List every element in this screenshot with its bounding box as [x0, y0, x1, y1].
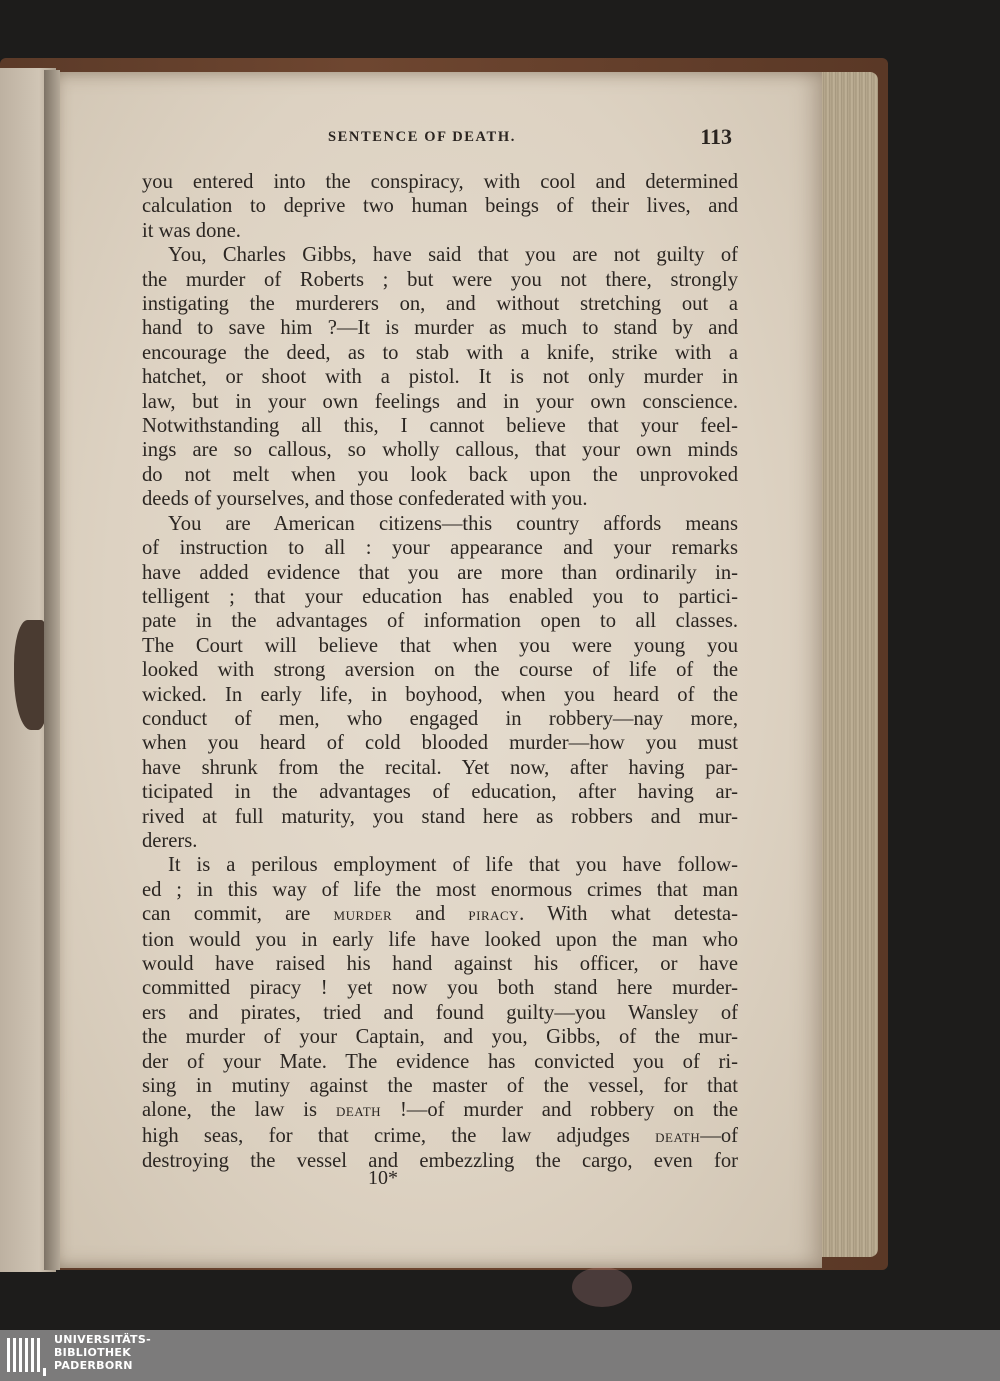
text-run: telligent ; that your education has enabled you to partici-: [142, 585, 738, 608]
text-run: when you heard of cold blooded murder—how you must: [142, 732, 738, 755]
text-line: [142, 1149, 738, 1173]
text-line: [142, 683, 738, 707]
text-run: wicked. In early life, in boyhood, when you heard of the: [142, 683, 738, 706]
text-line: [142, 609, 738, 633]
text-run: You are American citizens—this country affords means: [168, 512, 738, 535]
text-line: [142, 243, 738, 267]
text-run: You, Charles Gibbs, have said that you are not guilty of: [168, 244, 738, 267]
text-line: [142, 414, 738, 438]
text-run: der of your Mate. The evidence has convicted you of ri-: [142, 1050, 738, 1073]
library-name-line: UNIVERSITÄTS-: [54, 1333, 151, 1346]
text-run: ed ; in this way of life the most enormous crimes that man: [142, 878, 738, 901]
text-line: [142, 1001, 738, 1025]
text-run: pate in the advantages of information open to all classes.: [142, 610, 738, 633]
text-line: [142, 438, 738, 462]
text-run: The Court will believe that when you were young you: [142, 634, 738, 657]
small-caps-word: death: [335, 1100, 382, 1122]
page-header: [140, 124, 740, 154]
library-name-line: PADERBORN: [54, 1359, 133, 1372]
text-run: the murder of your Captain, and you, Gibbs, of the mur-: [142, 1026, 738, 1049]
text-run: and: [392, 903, 469, 926]
text-line: [142, 952, 738, 976]
text-line: [142, 1074, 738, 1098]
text-line: [142, 487, 738, 511]
text-run: hand to save him ?—It is murder as much to stand by and: [142, 317, 738, 340]
text-run: law, but in your own feelings and in your own conscience.: [142, 390, 738, 413]
text-line: [142, 170, 738, 194]
small-caps-word: death: [655, 1125, 701, 1147]
text-line: [142, 707, 738, 731]
library-name: [54, 1333, 151, 1372]
text-run: alone, the law is: [142, 1099, 336, 1122]
text-line: [142, 928, 738, 952]
text-line: [142, 805, 738, 829]
text-run: the murder of Roberts ; but were you not there, strongly: [142, 268, 738, 291]
text-run: destroying the vessel and embezzling the cargo, even for: [142, 1150, 738, 1173]
body-text: [142, 170, 738, 1174]
text-run: deeds of yourselves, and those confederated with you.: [142, 488, 588, 511]
text-line: [142, 1098, 738, 1123]
text-line: [142, 219, 738, 243]
text-run: ticipated in the advantages of education, after having ar-: [142, 781, 738, 804]
text-run: encourage the deed, as to stab with a knife, strike with a: [142, 341, 738, 364]
text-run: conduct of men, who engaged in robbery—nay more,: [142, 707, 738, 730]
text-line: [142, 365, 738, 389]
text-line: [142, 902, 738, 927]
text-run: —of: [700, 1124, 738, 1147]
text-run: would have raised his hand against his officer, or have: [142, 953, 738, 975]
text-line: [142, 829, 738, 853]
text-run: derers.: [142, 829, 198, 852]
library-logo-icon: [6, 1334, 46, 1376]
text-line: [142, 1124, 738, 1149]
small-caps-word: piracy: [468, 904, 520, 926]
text-run: it was done.: [142, 219, 241, 242]
text-run: calculation to deprive two human beings of their lives, and: [142, 195, 738, 218]
text-line: [142, 658, 738, 682]
text-line: [142, 756, 738, 780]
text-run: . With what detesta-: [519, 903, 739, 926]
text-run: looked with strong aversion on the course of life of the: [142, 659, 738, 682]
text-run: It is a perilous employment of life that you have follow-: [168, 854, 738, 877]
text-line: [142, 268, 738, 292]
text-line: [142, 561, 738, 585]
running-head: SENTENCE OF DEATH.: [328, 129, 516, 145]
text-run: have added evidence that you are more than ordinarily in-: [142, 561, 738, 584]
text-line: [142, 292, 738, 316]
text-run: !—of murder and robbery on the: [381, 1099, 738, 1122]
text-run: tion would you in early life have looked upon the man who: [142, 928, 738, 951]
text-line: [142, 194, 738, 218]
text-line: [142, 1025, 738, 1049]
text-line: [142, 878, 738, 902]
text-line: [142, 316, 738, 340]
text-line: [142, 731, 738, 755]
signature-mark: 10*: [368, 1167, 398, 1189]
text-run: sing in mutiny against the master of the vessel, for that: [142, 1075, 738, 1098]
text-run: have shrunk from the recital. Yet now, after having par-: [142, 756, 738, 779]
text-line: [142, 512, 738, 536]
text-line: [142, 634, 738, 658]
page-tear: [14, 620, 48, 730]
small-caps-word: murder: [333, 904, 393, 926]
text-line: [142, 585, 738, 609]
book-gutter: [44, 70, 60, 1270]
text-line: [142, 1050, 738, 1074]
text-run: you entered into the conspiracy, with cool and determined: [142, 171, 738, 193]
page-number: 113: [700, 124, 732, 149]
text-run: instigating the murderers on, and without stretching out a: [142, 293, 738, 316]
page-stain: [572, 1267, 632, 1307]
text-run: hatchet, or shoot with a pistol. It is not only murder in: [142, 366, 738, 389]
text-run: rived at full maturity, you stand here as robbers and mur-: [142, 805, 738, 828]
text-run: ers and pirates, tried and found guilty—you Wansley of: [142, 1001, 738, 1024]
library-footer: [0, 1330, 1000, 1381]
text-line: [142, 341, 738, 365]
text-run: high seas, for that crime, the law adjudges: [142, 1124, 656, 1147]
text-line: [142, 780, 738, 804]
text-line: [142, 536, 738, 560]
text-run: ings are so callous, so wholly callous, that your own minds: [142, 439, 738, 462]
text-run: committed piracy ! yet now you both stand here murder-: [142, 977, 738, 1000]
text-run: do not melt when you look back upon the unprovoked: [142, 463, 738, 486]
text-run: can commit, are: [142, 903, 334, 926]
text-line: [142, 853, 738, 877]
text-run: Notwithstanding all this, I cannot believe that your feel-: [142, 415, 738, 438]
text-line: [142, 463, 738, 487]
text-line: [142, 390, 738, 414]
text-line: [142, 976, 738, 1000]
library-name-line: BIBLIOTHEK: [54, 1346, 132, 1359]
text-run: of instruction to all : your appearance and your remarks: [142, 537, 738, 560]
